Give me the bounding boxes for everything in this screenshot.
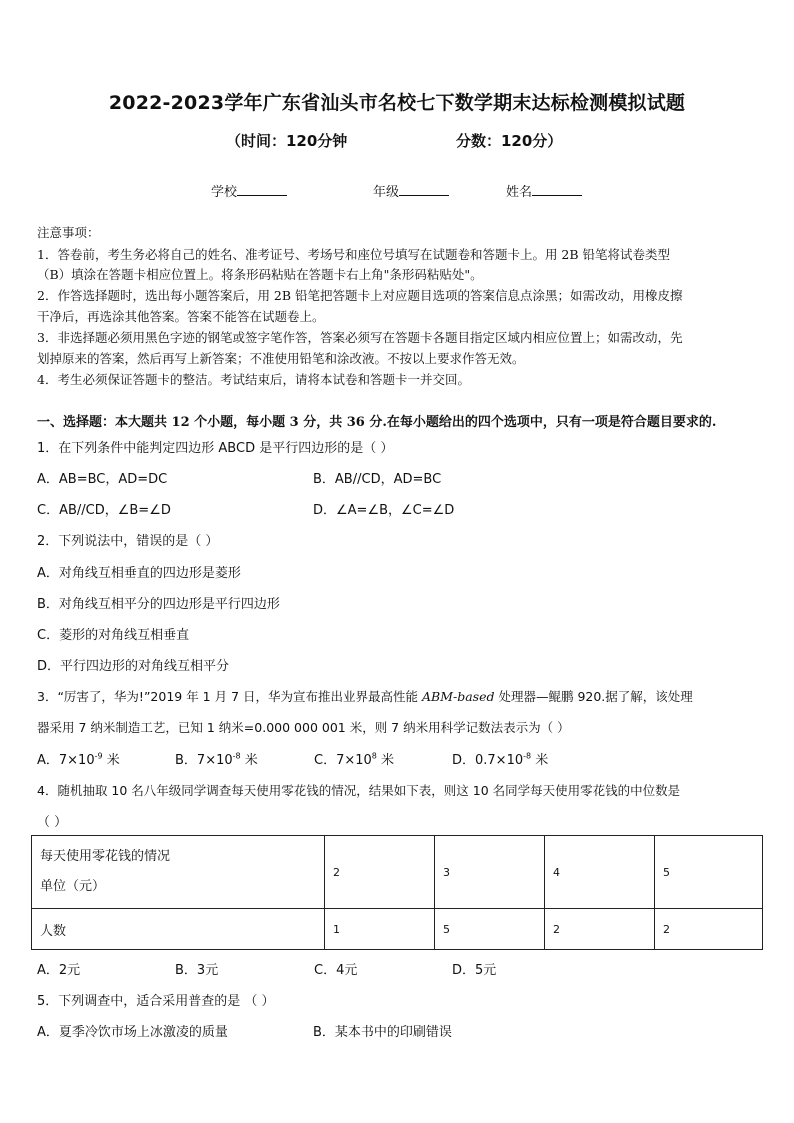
name-label: 姓名 <box>506 185 533 200</box>
q3-a-base: A．7×10 <box>37 753 95 768</box>
q5-option-b[interactable]: B．某本书中的印刷错误 <box>313 1025 452 1040</box>
name-field[interactable] <box>506 181 582 200</box>
page-title: 2022-2023学年广东省汕头市名校七下数学期末达标检测模拟试题 <box>108 92 686 114</box>
q3-b-unit: 米 <box>240 753 258 768</box>
section-heading: 一、选择题：本大题共 12 个小题，每小题 3 分，共 36 分.在每小题给出的四个选项中，只有一项是符合题目要求的. <box>37 415 717 430</box>
table-cell: 5 <box>655 836 763 909</box>
q5-stem: 5．下列调查中，适合采用普查的是 （ ） <box>37 994 275 1009</box>
table-cell: 2 <box>655 909 763 950</box>
q3-d-unit: 米 <box>531 753 549 768</box>
exam-score: 分数：120分） <box>456 132 563 150</box>
q3-b-base: B．7×10 <box>175 753 233 768</box>
table-cell: 5 <box>435 909 545 950</box>
table-row <box>32 909 763 950</box>
q3-option-c[interactable] <box>314 749 394 768</box>
q2-stem: 2．下列说法中，错误的是（ ） <box>37 534 219 549</box>
q4-stem-line2: （ ） <box>37 815 68 830</box>
q3-stem-line1 <box>37 687 693 705</box>
notice-item-3b: 划掉原来的答案，然后再写上新答案；不准使用铅笔和涂改液。不按以上要求作答无效。 <box>37 351 525 366</box>
table-cell: 3 <box>435 836 545 909</box>
q3-c-exp: 8 <box>371 751 377 761</box>
table-cell: 2 <box>325 836 435 909</box>
table-cell: 4 <box>545 836 655 909</box>
exam-time: （时间：120分钟 <box>226 132 348 150</box>
q1-option-d[interactable]: D．∠A=∠B，∠C=∠D <box>313 503 455 518</box>
table-label-line2: 单位（元） <box>40 879 106 894</box>
school-label: 学校 <box>211 185 238 200</box>
q3-a-unit: 米 <box>102 753 120 768</box>
name-blank[interactable] <box>532 183 582 196</box>
table-cell: 1 <box>325 909 435 950</box>
table-cell-label <box>32 836 325 909</box>
table-cell: 2 <box>545 909 655 950</box>
school-blank[interactable] <box>237 183 287 196</box>
q1-option-a[interactable]: A．AB=BC，AD=DC <box>37 472 168 487</box>
q4-option-d[interactable]: D．5元 <box>452 963 497 978</box>
q3-d-base: D．0.7×10 <box>452 753 524 768</box>
table-label-line1: 每天使用零花钱的情况 <box>40 849 171 864</box>
grade-blank[interactable] <box>399 183 449 196</box>
q2-option-d[interactable]: D．平行四边形的对角线互相平分 <box>37 659 230 674</box>
notice-heading: 注意事项： <box>37 225 100 240</box>
notice-item-3a: 3．非选择题必须用黑色字迹的钢笔或签字笔作答，答案必须写在答题卡各题目指定区域内相应位置上；如需改动，先 <box>37 330 683 345</box>
q1-option-b[interactable]: B．AB//CD，AD=BC <box>313 472 442 487</box>
q3-a-exp: -9 <box>94 751 103 761</box>
q3-c-unit: 米 <box>376 753 395 768</box>
q3-option-d[interactable] <box>452 749 548 768</box>
q3-stem-line2: 器采用 7 纳米制造工艺，已知 1 纳米=0.000 000 001 米，则 7 纳米用科学记数法表示为（ ） <box>37 720 570 735</box>
q4-option-c[interactable]: C．4元 <box>314 963 358 978</box>
q3-stem-part2: 处理器—鲲鹏 920.据了解，该处理 <box>494 689 693 704</box>
q3-d-exp: -8 <box>523 751 532 761</box>
q3-c-base: C．7×10 <box>314 753 372 768</box>
q3-stem-part1: 3．“厉害了，华为!”2019 年 1 月 7 日，华为宣布推出业界最高性能 <box>37 689 422 704</box>
q1-option-c[interactable]: C．AB//CD，∠B=∠D <box>37 503 171 518</box>
q5-option-a[interactable]: A．夏季冷饮市场上冰激凌的质量 <box>37 1025 228 1040</box>
q1-stem: 1．在下列条件中能判定四边形 ABCD 是平行四边形的是（ ） <box>37 441 394 456</box>
q3-b-exp: -8 <box>232 751 241 761</box>
school-field[interactable] <box>211 181 287 200</box>
q3-option-a[interactable] <box>37 749 120 768</box>
q4-table <box>31 835 763 950</box>
q4-option-a[interactable]: A．2元 <box>37 963 81 978</box>
q3-stem-italic: ABM-based <box>421 689 495 704</box>
notice-item-4: 4．考生必须保证答题卡的整洁。考试结束后，请将本试卷和答题卡一并交回。 <box>37 372 470 387</box>
grade-label: 年级 <box>373 185 400 200</box>
grade-field[interactable] <box>373 181 449 200</box>
q2-option-a[interactable]: A．对角线互相垂直的四边形是菱形 <box>37 566 241 581</box>
q2-option-c[interactable]: C．菱形的对角线互相垂直 <box>37 628 190 643</box>
notice-item-1b: （B）填涂在答题卡相应位置上。将条形码粘贴在答题卡右上角"条形码粘贴处"。 <box>37 267 483 282</box>
notice-item-2b: 干净后，再选涂其他答案。答案不能答在试题卷上。 <box>37 309 325 324</box>
q4-option-b[interactable]: B．3元 <box>175 963 219 978</box>
q2-option-b[interactable]: B．对角线互相平分的四边形是平行四边形 <box>37 597 280 612</box>
notice-item-1a: 1．答卷前，考生务必将自己的姓名、准考证号、考场号和座位号填写在试题卷和答题卡上。用 2B 铅笔将试卷类型 <box>37 247 671 262</box>
notice-item-2a: 2．作答选择题时，选出每小题答案后，用 2B 铅笔把答题卡上对应题目选项的答案信息点涂黑；如需改动，用橡皮擦 <box>37 288 683 303</box>
table-cell-label: 人数 <box>32 909 325 950</box>
table-row <box>32 836 763 909</box>
q4-stem-line1: 4．随机抽取 10 名八年级同学调查每天使用零花钱的情况，结果如下表，则这 10 名同学每天使用零花钱的中位数是 <box>37 783 681 798</box>
q3-option-b[interactable] <box>175 749 258 768</box>
